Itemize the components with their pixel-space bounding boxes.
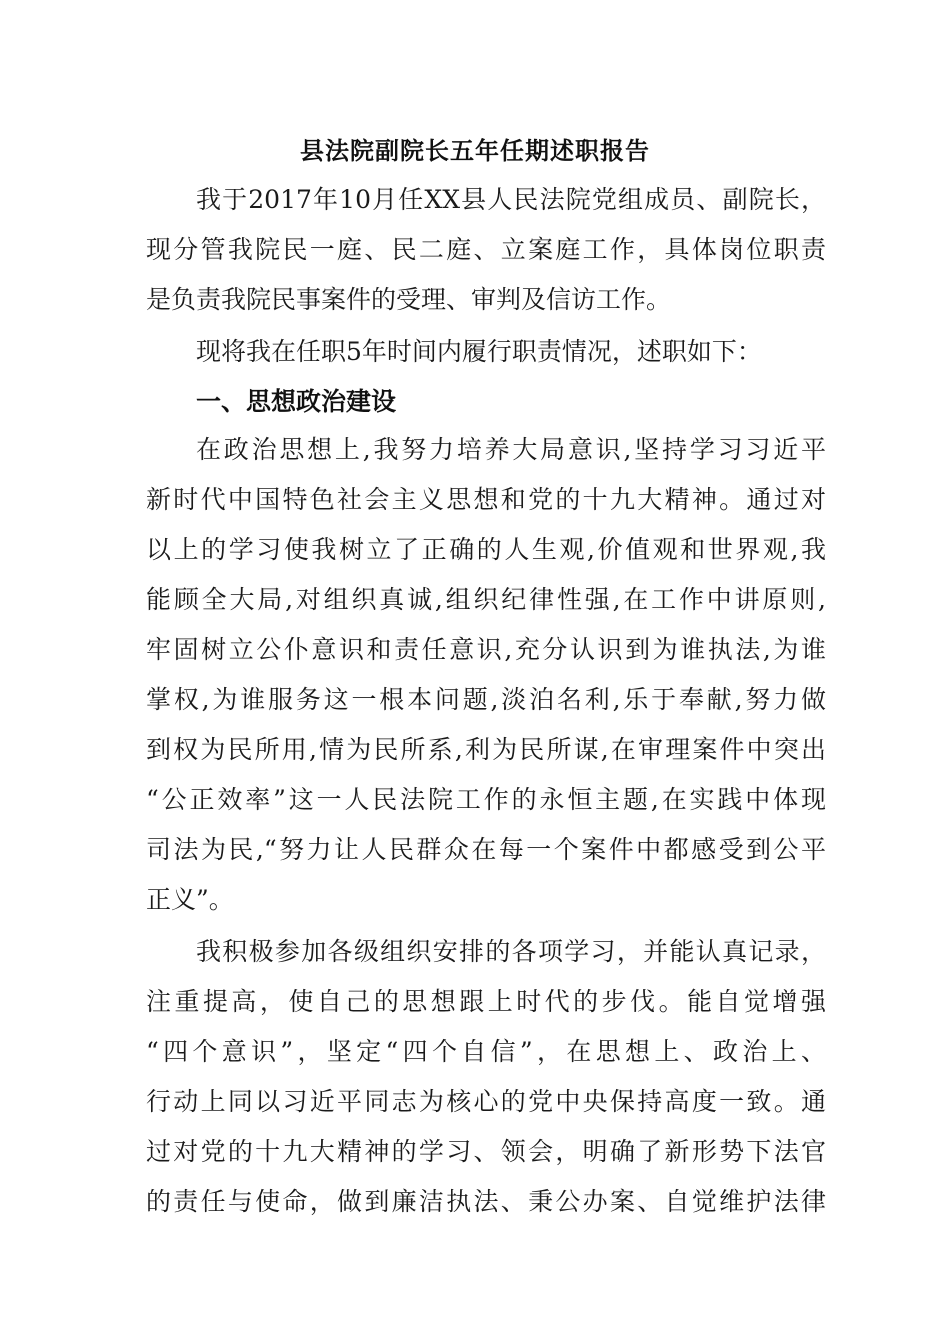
- paragraph-line: 在政治思想上,我努力培养大局意识,坚持学习习近平: [196, 435, 826, 464]
- document-title: 县法院副院长五年任期述职报告: [300, 137, 650, 165]
- section-heading: 一、思想政治建设: [196, 387, 397, 416]
- paragraph-line: 行动上同以习近平同志为核心的党中央保持高度一致。通: [146, 1087, 826, 1116]
- paragraph-line: 注重提高，使自己的思想跟上时代的步伐。能自觉增强: [146, 987, 826, 1016]
- paragraph-line: 新时代中国特色社会主义思想和党的十九大精神。通过对: [146, 485, 826, 514]
- lead-line: 现将我在任职5年时间内履行职责情况，述职如下：: [196, 337, 762, 366]
- paragraph-line: 掌权,为谁服务这一根本问题,淡泊名利,乐于奉献,努力做: [146, 685, 826, 714]
- intro-line: 现分管我院民一庭、民二庭、立案庭工作，具体岗位职责: [146, 235, 826, 264]
- paragraph-line: 我积极参加各级组织安排的各项学习，并能认真记录，: [196, 937, 826, 966]
- paragraph-line: 能顾全大局,对组织真诚,组织纪律性强,在工作中讲原则,: [146, 585, 826, 614]
- paragraph-line: 正义”。: [146, 885, 234, 914]
- paragraph-line: “四个意识”，坚定“四个自信”，在思想上、政治上、: [146, 1037, 826, 1066]
- intro-line: 是负责我院民事案件的受理、审判及信访工作。: [146, 285, 672, 314]
- paragraph-line: 牢固树立公仆意识和责任意识,充分认识到为谁执法,为谁: [146, 635, 826, 664]
- paragraph-line: 以上的学习使我树立了正确的人生观,价值观和世界观,我: [146, 535, 826, 564]
- paragraph-line: 过对党的十九大精神的学习、领会，明确了新形势下法官: [146, 1137, 826, 1166]
- intro-line: 我于2017年10月任XX县人民法院党组成员、副院长，: [196, 185, 826, 214]
- paragraph-line: 司法为民,“努力让人民群众在每一个案件中都感受到公平: [146, 835, 826, 864]
- paragraph-line: 的责任与使命，做到廉洁执法、秉公办案、自觉维护法律: [146, 1187, 826, 1216]
- paragraph-line: “公正效率”这一人民法院工作的永恒主题,在实践中体现: [146, 785, 826, 814]
- paragraph-line: 到权为民所用,情为民所系,利为民所谋,在审理案件中突出: [146, 735, 826, 764]
